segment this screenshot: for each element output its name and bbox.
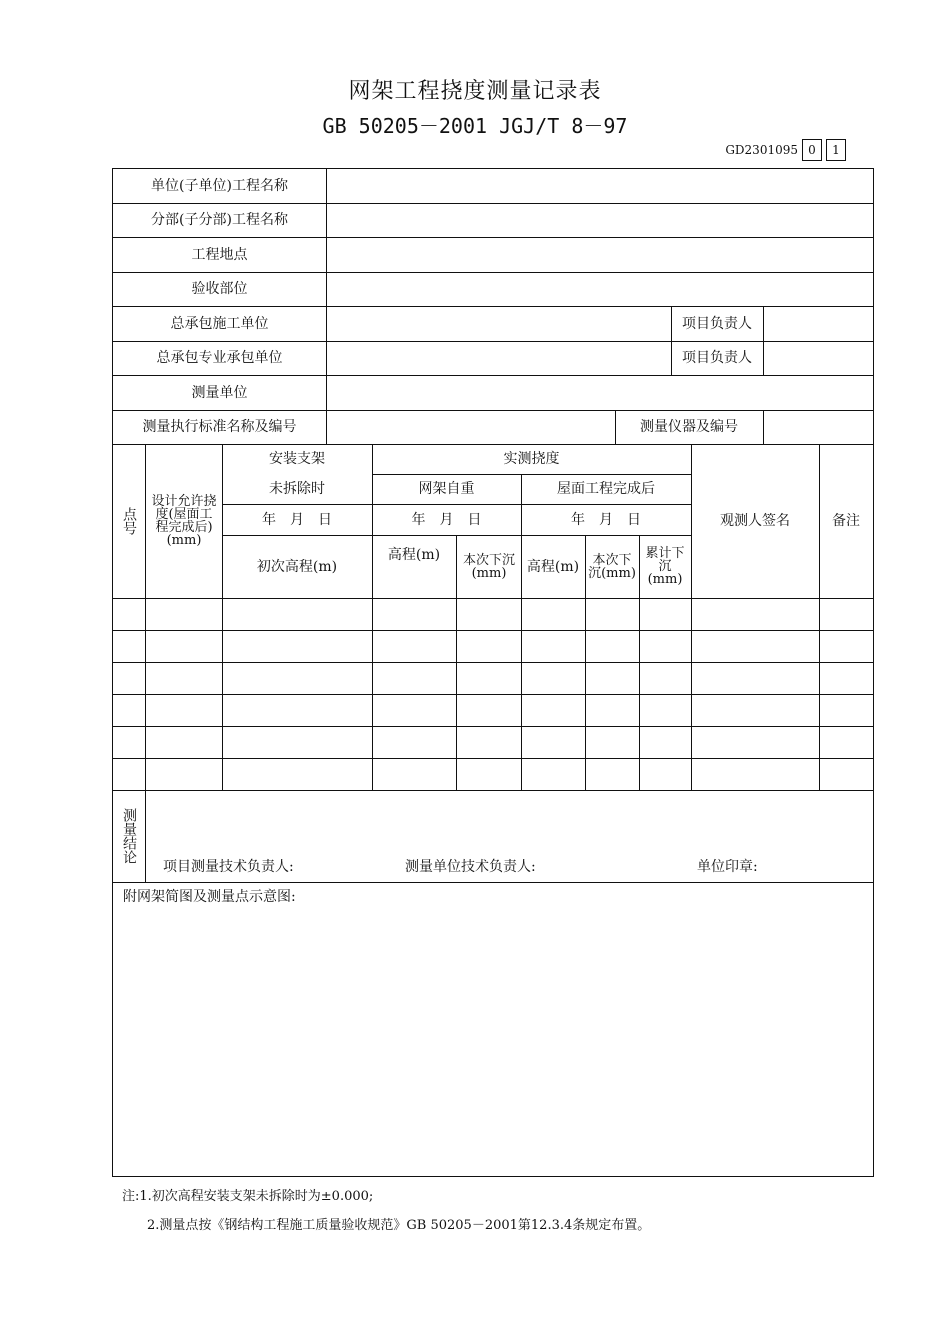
grid-line (113, 662, 873, 663)
header-self-weight: 网架自重 (418, 481, 475, 497)
header-support-not-removed: 未拆除时 (269, 481, 325, 497)
header-initial-elevation: 初次高程(m) (256, 558, 338, 575)
grid-line (113, 790, 873, 791)
header-date-roof: 年 月 日 (571, 511, 641, 528)
header-roof-completed: 屋面工程完成后 (557, 481, 655, 497)
label-survey-unit: 测量单位 (191, 384, 248, 401)
grid-line (763, 306, 764, 375)
label-unit-project-name: 单位(子单位)工程名称 (151, 178, 288, 194)
grid-line (145, 790, 146, 882)
grid-line (113, 598, 873, 599)
label-survey-instrument: 测量仪器及编号 (640, 419, 738, 435)
header-cumulative-settlement: 累计下沉(mm) (645, 546, 685, 587)
grid-line (113, 726, 873, 727)
header-design-allowable-deflection: 设计允许挠度(屋面工程完成后)(mm) (151, 494, 217, 548)
grid-line (326, 169, 327, 444)
form-code-box-2: 1 (826, 139, 846, 161)
header-remarks: 备注 (832, 513, 860, 529)
grid-line (113, 694, 873, 695)
label-project-location: 工程地点 (191, 246, 248, 263)
label-acceptance-part: 验收部位 (191, 281, 248, 297)
form-code (725, 139, 846, 161)
label-survey-unit-tech-lead: 测量单位技术负责人: (405, 859, 536, 875)
label-sub-project-name: 分部(子分部)工程名称 (151, 212, 288, 228)
note-2: 2.测量点按《钢结构工程施工质量验收规范》GB 50205－2001第12.3.4条规定布置。 (147, 1218, 651, 1233)
grid-line (113, 630, 873, 631)
label-project-survey-tech-lead: 项目测量技术负责人: (163, 859, 294, 875)
label-unit-seal: 单位印章: (697, 859, 758, 875)
grid-line (113, 882, 873, 883)
header-settlement-2: 本次下沉(mm) (588, 552, 636, 581)
header-elevation-2: 高程(m) (526, 558, 580, 575)
label-sketch-diagram: 附网架简图及测量点示意图: (123, 889, 296, 905)
form-code-prefix: GD2301095 (725, 143, 798, 157)
label-project-leader-2: 项目负责人 (682, 350, 752, 366)
document-standard-codes: GB 50205－2001 JGJ/T 8－97 (322, 114, 628, 138)
header-settlement-1: 本次下沉(mm) (462, 552, 515, 581)
header-date-self-weight: 年 月 日 (411, 511, 482, 528)
record-table (112, 168, 874, 1177)
form-code-box-1: 0 (802, 139, 822, 161)
header-observer-signature: 观测人签名 (720, 513, 790, 529)
header-measured-deflection: 实测挠度 (503, 451, 560, 467)
document-title: 网架工程挠度测量记录表 (348, 79, 602, 104)
label-project-leader-1: 项目负责人 (682, 315, 752, 332)
grid-line (113, 758, 873, 759)
header-elevation-1: 高程(m) (387, 547, 441, 563)
header-point-number: 点号 (121, 507, 137, 535)
header-install-support: 安装支架 (269, 451, 325, 467)
note-1: 注:1.初次高程安装支架未拆除时为±0.000; (122, 1189, 374, 1204)
label-specialty-contractor: 总承包专业承包单位 (156, 350, 283, 366)
grid-line (145, 444, 146, 790)
label-general-contractor: 总承包施工单位 (170, 315, 269, 332)
grid-line (763, 410, 764, 444)
header-date-install: 年 月 日 (262, 511, 332, 528)
label-survey-standard: 测量执行标准名称及编号 (142, 419, 297, 435)
label-survey-conclusion: 测量结论 (121, 808, 137, 864)
